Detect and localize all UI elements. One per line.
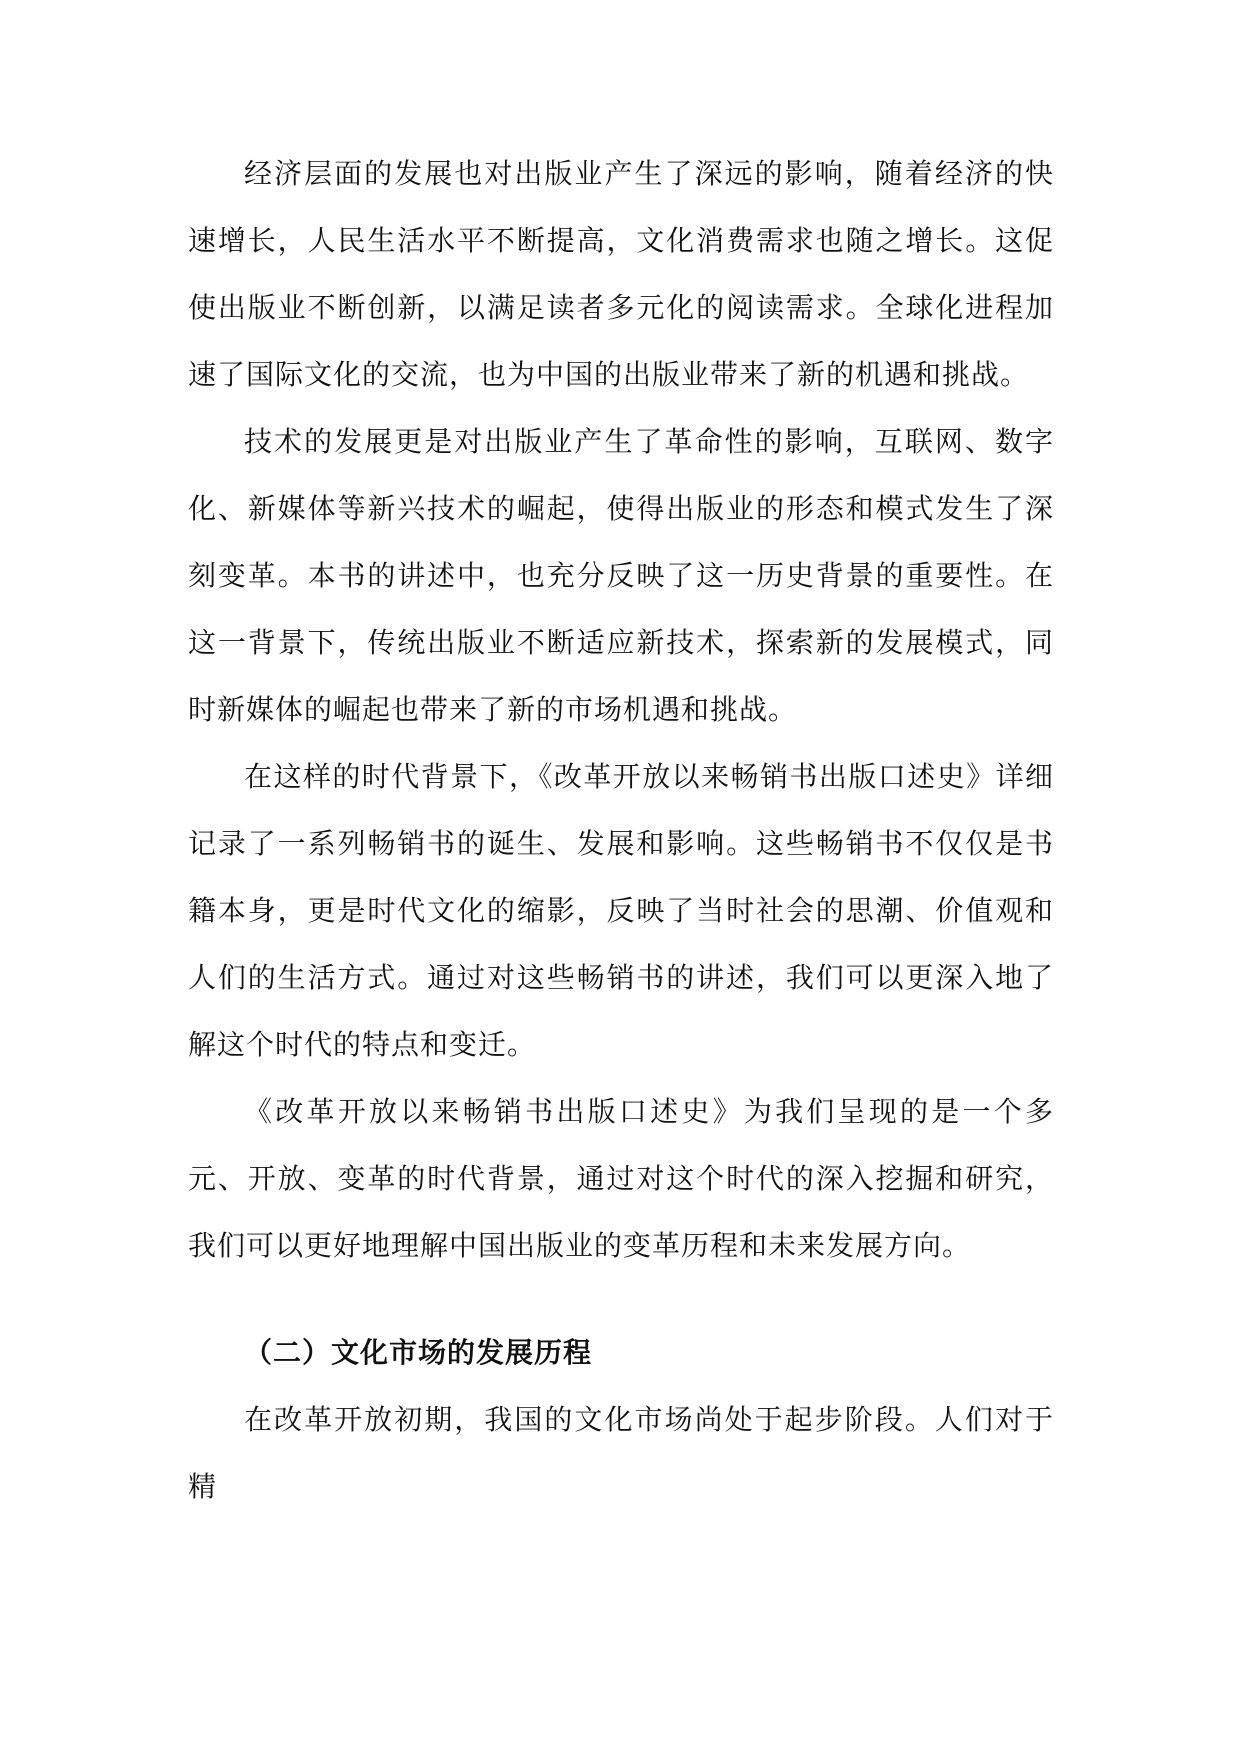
paragraph-cultural-market: 在改革开放初期，我国的文化市场尚处于起步阶段。人们对于精 (188, 1403, 1054, 1503)
paragraph-bestsellers: 在这样的时代背景下，《改革开放以来畅销书出版口述史》详细记录了一系列畅销书的诞生、发展和影响。这些畅销书不仅仅是书籍本身，更是时代文化的缩影，反映了当时社会的思潮、价值观和人们的生活方式。通过对这些畅销书的讲述，我们可以更深入地了解这个时代的特点和变迁。 (188, 760, 1054, 1061)
paragraph-economy: 经济层面的发展也对出版业产生了深远的影响，随着经济的快速增长，人民生活水平不断提高，文化消费需求也随之增长。这促使出版业不断创新，以满足读者多元化的阅读需求。全球化进程加速了国际文化的交流，也为中国的出版业带来了新的机遇和挑战。 (188, 157, 1054, 391)
section-heading: （二）文化市场的发展历程 (244, 1336, 593, 1369)
paragraph-summary: 《改革开放以来畅销书出版口述史》为我们呈现的是一个多元、开放、变革的时代背景，通过对这个时代的深入挖掘和研究，我们可以更好地理解中国出版业的变革历程和未来发展方向。 (188, 1095, 1054, 1262)
document-body (188, 140, 1054, 1520)
paragraph-technology: 技术的发展更是对出版业产生了革命性的影响，互联网、数字化、新媒体等新兴技术的崛起，使得出版业的形态和模式发生了深刻变革。本书的讲述中，也充分反映了这一历史背景的重要性。在这一背景下，传统出版业不断适应新技术，探索新的发展模式，同时新媒体的崛起也带来了新的市场机遇和挑战。 (188, 425, 1054, 726)
